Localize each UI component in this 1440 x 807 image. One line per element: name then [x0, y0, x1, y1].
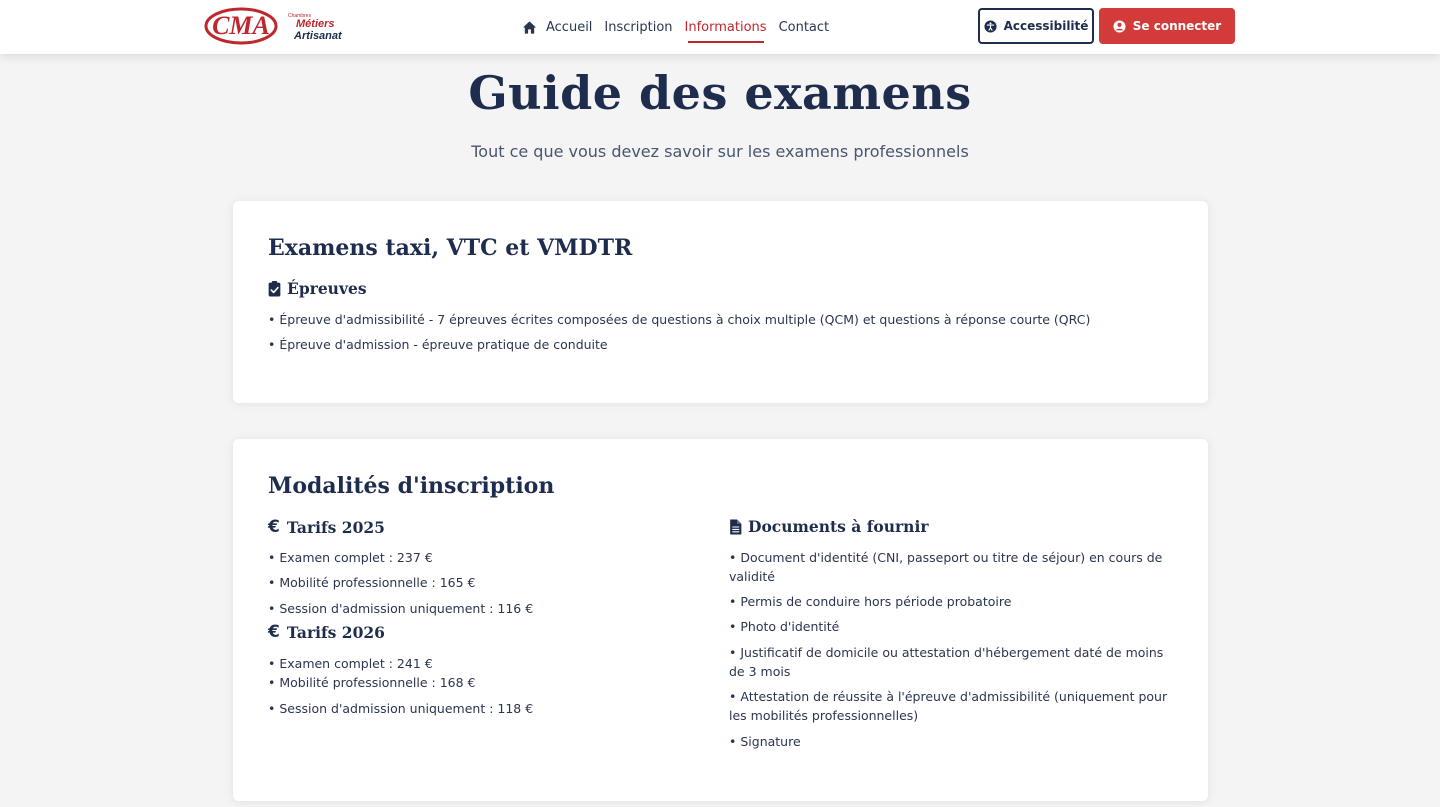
tarifs-2025-label: Tarifs 2025: [286, 517, 385, 537]
file-document-icon: [729, 519, 742, 535]
cma-logo[interactable]: [204, 6, 354, 46]
list-item: • Examen complet : 241 €: [268, 654, 433, 673]
accessibility-label: Accessibilité: [1003, 19, 1089, 33]
tarifs-2026-heading: [268, 622, 385, 642]
nav-contact[interactable]: [779, 20, 830, 35]
nav-inscription[interactable]: [604, 20, 672, 35]
list-item: • Attestation de réussite à l'épreuve d'admissibilité (uniquement pour les mobilités professionnelles): [729, 687, 1174, 725]
logo-line-1: Chambres: [288, 13, 312, 19]
nav-informations-label: Informations: [684, 19, 767, 35]
page-subtitle: Tout ce que vous devez savoir sur les examens professionnels: [471, 142, 969, 161]
nav-contact-label: Contact: [778, 19, 830, 35]
top-navigation-bar: [0, 0, 1440, 54]
home-icon: [522, 20, 537, 35]
main-nav: [522, 0, 841, 54]
registration-card: [233, 439, 1208, 801]
list-item: • Mobilité professionnelle : 168 €: [268, 673, 476, 692]
exam-types-card: [233, 201, 1208, 403]
logo-mark: CMA: [212, 11, 270, 40]
accessibility-button[interactable]: [978, 8, 1094, 44]
user-circle-icon: [1113, 20, 1126, 33]
list-item: • Épreuve d'admission - épreuve pratique de conduite: [268, 335, 608, 354]
tarifs-2025-heading: [268, 517, 385, 537]
list-item: • Session d'admission uniquement : 118 €: [268, 699, 533, 718]
nav-accueil[interactable]: [522, 20, 592, 35]
list-item: • Épreuve d'admissibilité - 7 épreuves écrites composées de questions à choix multiple (QCM) et questions à réponse courte (QRC): [268, 310, 1090, 329]
logo-line-2: Métiers: [296, 18, 335, 30]
list-item: • Mobilité professionnelle : 165 €: [268, 573, 476, 592]
nav-informations[interactable]: [685, 20, 767, 35]
page-title: Guide des examens: [468, 66, 972, 120]
list-item: • Signature: [729, 732, 1174, 751]
exam-types-title: Examens taxi, VTC et VMDTR: [268, 235, 633, 261]
list-item: • Justificatif de domicile ou attestation d'hébergement daté de moins de 3 mois: [729, 643, 1174, 681]
euro-icon: €: [268, 517, 280, 537]
euro-icon: €: [268, 622, 280, 642]
clipboard-check-icon: [268, 281, 281, 297]
epreuves-heading-label: Épreuves: [287, 279, 367, 298]
epreuves-heading: [268, 279, 367, 298]
login-button[interactable]: [1099, 8, 1235, 44]
list-item: • Document d'identité (CNI, passeport ou titre de séjour) en cours de validité: [729, 548, 1174, 586]
login-label: Se connecter: [1132, 19, 1222, 33]
nav-accueil-label: Accueil: [546, 19, 593, 35]
list-item: • Photo d'identité: [729, 617, 1174, 636]
logo-line-3: Artisanat: [294, 30, 342, 42]
list-item: • Permis de conduire hors période probatoire: [729, 592, 1174, 611]
documents-heading-label: Documents à fournir: [748, 517, 929, 536]
documents-heading: [729, 517, 929, 536]
list-item: • Session d'admission uniquement : 116 €: [268, 599, 533, 618]
list-item: • Examen complet : 237 €: [268, 548, 433, 567]
accessibility-icon: [984, 20, 997, 33]
registration-title: Modalités d'inscription: [268, 473, 555, 499]
tarifs-2026-label: Tarifs 2026: [286, 622, 385, 642]
nav-inscription-label: Inscription: [604, 19, 673, 35]
